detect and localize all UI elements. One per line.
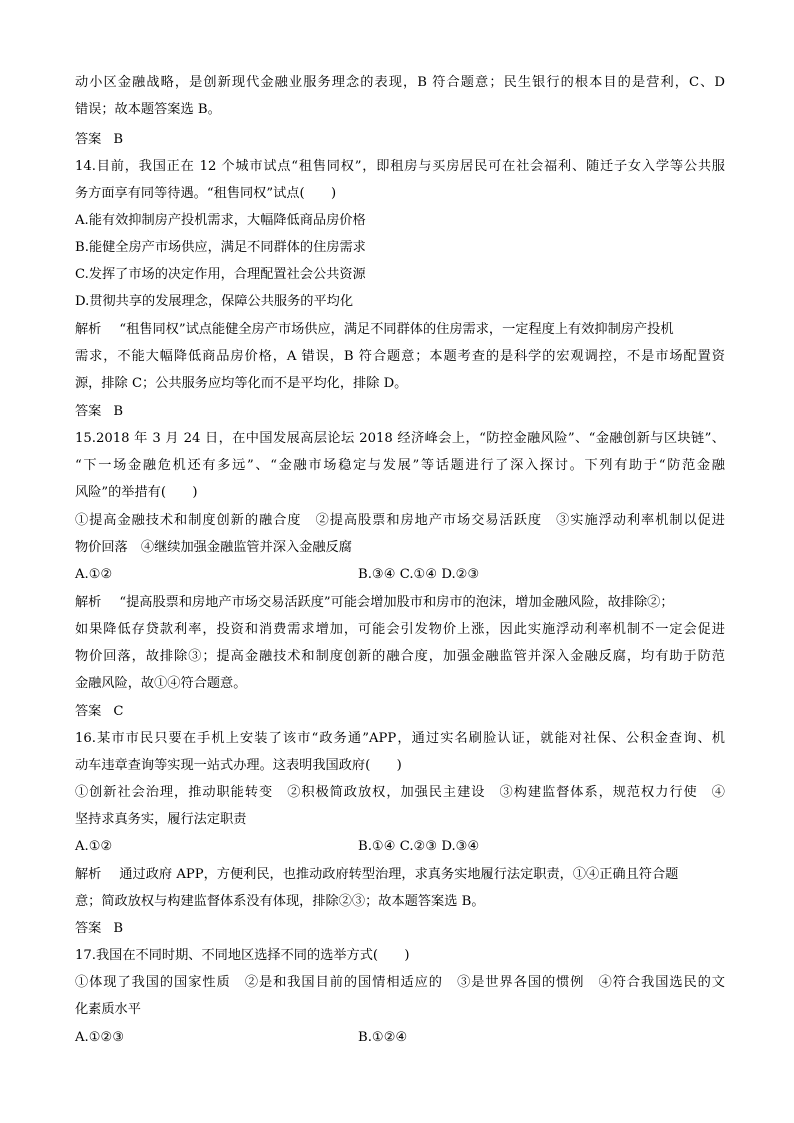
answer-value: C	[113, 704, 124, 719]
question-16-option-bcd: B.①④ C.②③ D.③④	[358, 839, 480, 854]
analysis-text: “提高股票和房地产市场交易活跃度”可能会增加股市和房市的泡沫，增加金融风险，故排除②；	[119, 595, 674, 610]
question-15-stem: 15.2018 年 3 月 24 日，在中国发展高层论坛 2018 经济峰会上，“防控金融风险”、“金融创新与区块链”、	[75, 431, 725, 446]
question-17-option-a: A.①②③	[75, 1030, 125, 1045]
analysis-text: 源，排除 C；公共服务应均等化而不是平均化，排除 D。	[75, 376, 408, 391]
question-14-stem: 务方面享有同等待遇。“租售同权”试点( )	[75, 186, 337, 201]
question-16-options	[75, 837, 725, 857]
answer-value: B	[113, 132, 124, 147]
analysis-text: 通过政府 APP，方便利民，也推动政府转型治理，求真务实地履行法定职责，①④正确且符合题	[119, 867, 679, 882]
question-14-option-c: C.发挥了市场的决定作用，合理配置社会公共资源	[75, 267, 366, 282]
answer-value: B	[113, 404, 124, 419]
question-15-option-bcd: B.③④ C.①④ D.②③	[358, 567, 480, 582]
question-15-statements: 物价回落 ④继续加强金融监管并深入金融反腐	[75, 540, 352, 555]
analysis-text: 需求，不能大幅降低商品房价格，A 错误，B 符合题意；本题考查的是科学的宏观调控，不是市场配置资	[75, 349, 725, 364]
analysis-text: 物价回落，故排除③；提高金融技术和制度创新的融合度，加强金融监管并深入金融反腐，均有助于防范	[75, 649, 725, 664]
analysis-line	[75, 320, 674, 340]
question-16-option-a: A.①②	[75, 839, 113, 854]
analysis-text: “租售同权”试点能健全房产市场供应，满足不同群体的住房需求，一定程度上有效抑制房产投机	[119, 322, 674, 337]
question-16-statements: 坚持求真务实，履行法定职责	[75, 812, 247, 827]
answer-value: B	[113, 921, 124, 936]
analysis-line	[75, 593, 674, 613]
question-14-option-a: A.能有效抑制房产投机需求，大幅降低商品房价格	[75, 213, 366, 228]
analysis-label: 解析	[75, 867, 102, 882]
answer-label: 答案	[75, 132, 102, 147]
answer-label: 答案	[75, 704, 102, 719]
question-15-option-a: A.①②	[75, 567, 113, 582]
text-line: 错误；故本题答案选 B。	[75, 102, 221, 117]
question-15-stem: 风险”的举措有( )	[75, 485, 198, 500]
question-17-stem: 17.我国在不同时期、不同地区选择不同的选举方式( )	[75, 948, 410, 963]
question-17-option-b: B.①②④	[358, 1030, 408, 1045]
answer-line	[75, 702, 123, 722]
answer-line	[75, 130, 123, 150]
question-16-stem: 动车违章查询等实现一站式办理。这表明我国政府( )	[75, 758, 402, 773]
analysis-text: 意；简政放权与构建监督体系没有体现，排除②③；故本题答案选 B。	[75, 894, 485, 909]
answer-label: 答案	[75, 404, 102, 419]
answer-label: 答案	[75, 921, 102, 936]
analysis-line	[75, 865, 678, 885]
question-15-stem: “下一场金融危机还有多远”、“金融市场稳定与发展”等话题进行了深入探讨。下列有助于“防范金融	[75, 458, 725, 473]
question-16-stem: 16.某市市民只要在手机上安装了该市“政务通”APP，通过实名刷脸认证，就能对社保、公积金查询、机	[75, 731, 725, 746]
text-line: 动小区金融战略，是创新现代金融业服务理念的表现，B 符合题意；民生银行的根本目的是营利，C、D	[75, 75, 725, 90]
question-14-option-b: B.能健全房产市场供应，满足不同群体的住房需求	[75, 240, 366, 255]
analysis-text: 如果降低存贷款利率，投资和消费需求增加，可能会引发物价上涨，因此实施浮动利率机制不一定会促进	[75, 622, 725, 637]
question-16-statements: ①创新社会治理，推动职能转变 ②积极简政放权，加强民主建设 ③构建监督体系，规范权力行使 ④	[75, 785, 725, 800]
question-17-statements: ①体现了我国的国家性质 ②是和我国目前的国情相适应的 ③是世界各国的惯例 ④符合我国选民的文	[75, 975, 725, 990]
question-15-statements: ①提高金融技术和制度创新的融合度 ②提高股票和房地产市场交易活跃度 ③实施浮动利率机制以促进	[75, 513, 725, 528]
question-14-option-d: D.贯彻共享的发展理念，保障公共服务的平均化	[75, 294, 354, 309]
question-17-options	[75, 1028, 725, 1048]
answer-line	[75, 919, 123, 939]
analysis-text: 金融风险，故①④符合题意。	[75, 676, 247, 691]
question-14-stem: 14.目前，我国正在 12 个城市试点“租售同权”，即租房与买房居民可在社会福利、随迁子女入学等公共服	[75, 159, 725, 174]
answer-line	[75, 402, 123, 422]
question-15-options	[75, 565, 725, 585]
analysis-label: 解析	[75, 322, 102, 337]
question-17-statements: 化素质水平	[75, 1002, 141, 1017]
analysis-label: 解析	[75, 595, 102, 610]
